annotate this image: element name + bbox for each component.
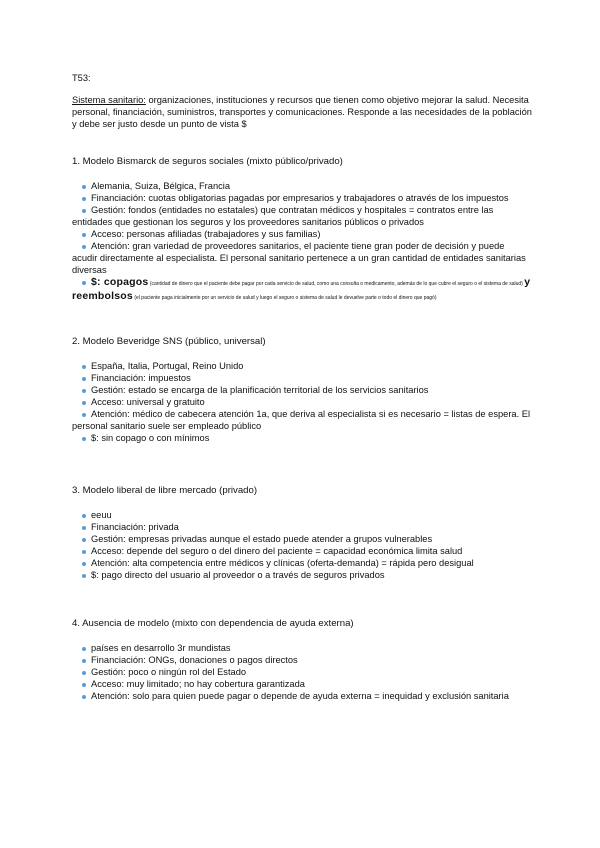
list-item: Financiación: impuestos [72, 372, 532, 384]
bullet-icon [82, 401, 86, 405]
list-item: Atención: solo para quien puede pagar o depende de ayuda externa = inequidad y exclusión sanitaria [72, 690, 532, 702]
section-heading: 4. Ausencia de modelo (mixto con dependencia de ayuda externa) [72, 618, 354, 629]
bullet-icon [82, 389, 86, 393]
list-item: Financiación: ONGs, donaciones o pagos directos [72, 654, 532, 666]
bullet-icon [82, 683, 86, 687]
list-item: Gestión: fondos (entidades no estatales) que contratan médicos y hospitales = contratos entre las entidades que gestionan los seguros y los proveedores sanitarios públicos o privados [72, 205, 494, 227]
section-heading: 2. Modelo Beveridge SNS (público, universal) [72, 336, 266, 347]
list-item: Acceso: depende del seguro o del dinero del paciente = capacidad económica limita salud [72, 545, 532, 557]
bullet-icon [82, 197, 86, 201]
bullet-list [72, 509, 532, 581]
list-item: Gestión: empresas privadas aunque el estado puede atender a grupos vulnerables [72, 533, 532, 545]
bullet-icon [82, 647, 86, 651]
bullet-icon [82, 695, 86, 699]
list-item: Atención: alta competencia entre médicos y clínicas (oferta-demanda) = rápida pero desigual [72, 557, 532, 569]
bullet-icon [82, 281, 86, 285]
list-item: países en desarrollo 3r mundistas [72, 642, 532, 654]
bullet-icon [82, 526, 86, 530]
list-item: Atención: gran variedad de proveedores sanitarios, el paciente tiene gran poder de decisión y puede acudir directamente al especialista. El personal sanitario pertenece a un gran cantidad de entidades sanitarias diversas [72, 241, 526, 275]
bullet-icon [82, 365, 86, 369]
list-item: Financiación: privada [72, 521, 532, 533]
section-heading: 3. Modelo liberal de libre mercado (privado) [72, 485, 258, 496]
bullet-icon [82, 437, 86, 441]
bullet-icon [82, 550, 86, 554]
list-item: $: sin copago o con mínimos [72, 432, 532, 444]
bullet-icon [82, 185, 86, 189]
list-item: Acceso: universal y gratuito [72, 396, 532, 408]
bullet-icon [82, 562, 86, 566]
list-item: Atención: médico de cabecera atención 1a, que deriva al especialista si es necesario = listas de espera. El personal sanitario suele ser empleado público [72, 409, 531, 431]
intro-term: Sistema sanitario: [72, 95, 146, 105]
list-item: $: pago directo del usuario al proveedor o a través de seguros privados [72, 569, 532, 581]
bullet-icon [82, 377, 86, 381]
bullet-list [72, 180, 532, 304]
section-ausencia [72, 618, 532, 702]
bullet-icon [82, 233, 86, 237]
section-bismarck [72, 156, 532, 304]
bullet-icon [82, 209, 86, 213]
section-beveridge [72, 336, 532, 444]
bullet-icon [82, 245, 86, 249]
list-item-money: $: copagos (cantidad de dinero que el paciente debe pagar por cada servicio de salud, como una consulta o medicamento, además de lo que cubre el seguro o el sistema de salud) y reembolsos (el paciente paga inicialmente por un servicio de salud y luego el seguro o sistema de salud le devuelve parte o todo el dinero que pagó) [72, 276, 531, 302]
list-item: Gestión: estado se encarga de la planificación territorial de los servicios sanitarios [72, 384, 532, 396]
bullet-icon [82, 514, 86, 518]
bullet-icon [82, 538, 86, 542]
list-item: España, Italia, Portugal, Reino Unido [72, 360, 532, 372]
bullet-icon [82, 671, 86, 675]
bullet-list [72, 642, 532, 702]
section-heading: 1. Modelo Bismarck de seguros sociales (mixto público/privado) [72, 156, 343, 167]
section-liberal [72, 485, 532, 581]
intro-text: organizaciones, instituciones y recursos que tienen como objetivo mejorar la salud. Necesita personal, financiación, suministros, transportes y comunicaciones. Responde a las necesidades de la población y debe ser justo desde un punto de vista $ [72, 95, 532, 129]
list-item: Acceso: personas afiliadas (trabajadores y sus familias) [72, 228, 532, 240]
list-item: Gestión: poco o ningún rol del Estado [72, 666, 532, 678]
document-title: T53: [72, 73, 91, 83]
list-item: Acceso: muy limitado; no hay cobertura garantizada [72, 678, 532, 690]
bullet-icon [82, 574, 86, 578]
intro-paragraph [72, 94, 532, 130]
bullet-list [72, 360, 532, 444]
bullet-icon [82, 413, 86, 417]
list-item: eeuu [72, 509, 532, 521]
list-item: Alemania, Suiza, Bélgica, Francia [72, 180, 532, 192]
list-item: Financiación: cuotas obligatorias pagadas por empresarios y trabajadores o através de los impuestos [72, 192, 532, 204]
bullet-icon [82, 659, 86, 663]
